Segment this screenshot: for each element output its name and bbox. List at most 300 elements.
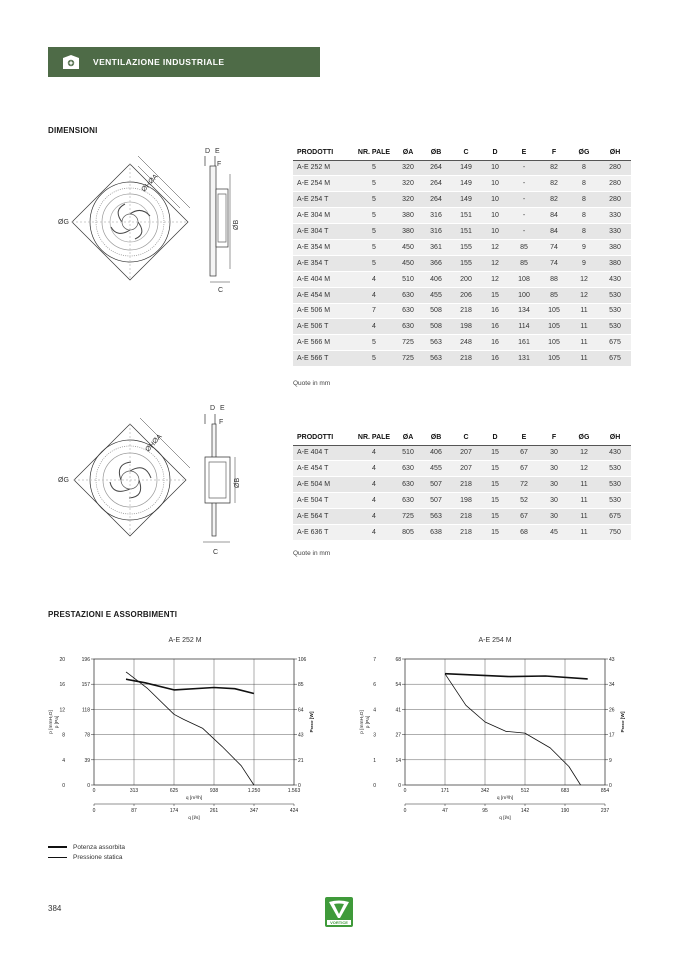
table-cell: 330 bbox=[599, 208, 631, 224]
tick-label: 106 bbox=[298, 657, 307, 663]
table-cell: 11 bbox=[569, 524, 599, 540]
table-cell: 105 bbox=[539, 351, 569, 367]
table-cell: 507 bbox=[421, 493, 451, 509]
table-cell: 510 bbox=[395, 271, 421, 287]
x2-axis-label: q [l/s] bbox=[188, 816, 200, 821]
pressure-curve bbox=[445, 674, 581, 785]
tick-label: 34 bbox=[609, 682, 615, 689]
column-header: ØB bbox=[421, 431, 451, 445]
dim-label-c-2: C bbox=[213, 549, 219, 556]
table-cell: A-E 566 T bbox=[293, 351, 353, 367]
dim-label-h: ØH bbox=[140, 181, 153, 194]
table-cell: 84 bbox=[539, 208, 569, 224]
tick-label: 14 bbox=[395, 757, 401, 764]
table-cell: 4 bbox=[353, 477, 395, 493]
table-row bbox=[293, 509, 631, 525]
table-cell: 218 bbox=[451, 524, 481, 540]
tick-label: 8 bbox=[62, 732, 65, 739]
table-cell: A-E 636 T bbox=[293, 524, 353, 540]
tick-label: 4 bbox=[373, 707, 376, 714]
table-cell: 264 bbox=[421, 160, 451, 176]
column-header: ØA bbox=[395, 431, 421, 445]
table-cell: 750 bbox=[599, 524, 631, 540]
dim-label-e: E bbox=[215, 148, 220, 155]
table-cell: 5 bbox=[353, 239, 395, 255]
table-cell: 508 bbox=[421, 303, 451, 319]
table-cell: 366 bbox=[421, 255, 451, 271]
table-row bbox=[293, 224, 631, 240]
tick-label: 174 bbox=[169, 808, 179, 814]
table-cell: 16 bbox=[481, 351, 509, 367]
table-cell: 4 bbox=[353, 271, 395, 287]
table-cell: 15 bbox=[481, 477, 509, 493]
tick-label: 0 bbox=[92, 788, 96, 794]
tick-label: 347 bbox=[249, 808, 259, 814]
tick-label: 16 bbox=[59, 682, 65, 689]
tick-label: 683 bbox=[560, 788, 570, 794]
table-cell: 280 bbox=[599, 160, 631, 176]
table-cell: 12 bbox=[569, 287, 599, 303]
table-cell: 15 bbox=[481, 445, 509, 461]
table-cell: 316 bbox=[421, 224, 451, 240]
tick-label: 1.250 bbox=[247, 788, 261, 794]
legend-label-pressure: Pressione statica bbox=[73, 853, 123, 861]
tick-label: 142 bbox=[520, 808, 530, 814]
table-cell: 530 bbox=[599, 319, 631, 335]
tick-label: 0 bbox=[609, 783, 612, 789]
table-cell: 508 bbox=[421, 319, 451, 335]
table-cell: 316 bbox=[421, 208, 451, 224]
table-cell: 114 bbox=[509, 319, 539, 335]
table-cell: 105 bbox=[539, 303, 569, 319]
table-cell: 630 bbox=[395, 493, 421, 509]
tick-label: 0 bbox=[398, 783, 401, 789]
table-cell: 630 bbox=[395, 319, 421, 335]
table-cell: 455 bbox=[421, 461, 451, 477]
dim-label-b: ØB bbox=[233, 219, 240, 230]
table-cell: 530 bbox=[599, 287, 631, 303]
table-cell: - bbox=[509, 208, 539, 224]
table-cell: 507 bbox=[421, 477, 451, 493]
table-cell: 105 bbox=[539, 319, 569, 335]
power-axis-symbol: P bbox=[621, 729, 626, 733]
table-cell: 563 bbox=[421, 351, 451, 367]
table-cell: 84 bbox=[539, 224, 569, 240]
table-cell: 380 bbox=[395, 208, 421, 224]
table-cell: 530 bbox=[599, 461, 631, 477]
tick-label: 12 bbox=[59, 707, 65, 714]
dim-label-b-2: ØB bbox=[234, 477, 241, 488]
tick-label: 1 bbox=[373, 757, 376, 764]
table-cell: 218 bbox=[451, 303, 481, 319]
table-cell: 30 bbox=[539, 509, 569, 525]
table-cell: 5 bbox=[353, 176, 395, 192]
table-cell: 455 bbox=[421, 287, 451, 303]
column-header: F bbox=[539, 146, 569, 160]
tick-label: 78 bbox=[84, 732, 90, 739]
tick-label: 0 bbox=[92, 808, 96, 814]
table-cell: A-E 354 M bbox=[293, 239, 353, 255]
tick-label: 938 bbox=[209, 788, 219, 794]
column-header: D bbox=[481, 146, 509, 160]
table-cell: 330 bbox=[599, 224, 631, 240]
dim-label-c: C bbox=[218, 287, 224, 294]
tick-label: 854 bbox=[600, 788, 610, 794]
table-row bbox=[293, 445, 631, 461]
table-cell: 155 bbox=[451, 255, 481, 271]
table-cell: - bbox=[509, 192, 539, 208]
table-cell: 675 bbox=[599, 351, 631, 367]
table-cell: 15 bbox=[481, 461, 509, 477]
table-cell: 10 bbox=[481, 160, 509, 176]
table-cell: 85 bbox=[509, 239, 539, 255]
table-cell: 82 bbox=[539, 176, 569, 192]
table-cell: 11 bbox=[569, 319, 599, 335]
table-cell: 5 bbox=[353, 192, 395, 208]
table-cell: 82 bbox=[539, 160, 569, 176]
table-cell: 5 bbox=[353, 160, 395, 176]
table-row bbox=[293, 176, 631, 192]
table-row bbox=[293, 335, 631, 351]
column-header: D bbox=[481, 431, 509, 445]
tick-label: 20 bbox=[59, 657, 65, 663]
table-note-2: Quote in mm bbox=[293, 550, 331, 557]
dim-label-g: ØG bbox=[58, 219, 69, 226]
dimensions-table-1 bbox=[293, 146, 631, 367]
table-cell: A-E 404 M bbox=[293, 271, 353, 287]
table-cell: 320 bbox=[395, 192, 421, 208]
table-cell: A-E 304 M bbox=[293, 208, 353, 224]
tick-label: 424 bbox=[289, 808, 299, 814]
table-row bbox=[293, 160, 631, 176]
table-cell: 630 bbox=[395, 287, 421, 303]
tick-label: 261 bbox=[209, 808, 219, 814]
table-cell: 12 bbox=[481, 255, 509, 271]
table-cell: 638 bbox=[421, 524, 451, 540]
tick-label: 39 bbox=[84, 757, 90, 764]
table-cell: 198 bbox=[451, 319, 481, 335]
table-cell: 15 bbox=[481, 287, 509, 303]
table-cell: 380 bbox=[599, 239, 631, 255]
tick-label: 157 bbox=[81, 682, 90, 689]
table-row bbox=[293, 287, 631, 303]
legend-item-power bbox=[48, 842, 125, 852]
table-cell: A-E 506 T bbox=[293, 319, 353, 335]
chart-title-2: A-E 254 M bbox=[478, 637, 512, 644]
table-cell: 4 bbox=[353, 461, 395, 477]
table-cell: 510 bbox=[395, 445, 421, 461]
table-cell: 10 bbox=[481, 192, 509, 208]
section-header-band bbox=[48, 47, 320, 77]
table-cell: 5 bbox=[353, 351, 395, 367]
legend-swatch-pressure bbox=[48, 857, 67, 858]
table-cell: 30 bbox=[539, 477, 569, 493]
dimensions-title: DIMENSIONI bbox=[48, 126, 98, 135]
dim-label-e-2: E bbox=[220, 405, 225, 412]
table-cell: 4 bbox=[353, 287, 395, 303]
column-header: F bbox=[539, 431, 569, 445]
table-cell: 12 bbox=[569, 271, 599, 287]
table-cell: 4 bbox=[353, 509, 395, 525]
tick-label: 4 bbox=[62, 757, 65, 764]
chart-legend bbox=[48, 842, 125, 862]
table-cell: 105 bbox=[539, 335, 569, 351]
table-cell: 7 bbox=[353, 303, 395, 319]
table-cell: 630 bbox=[395, 461, 421, 477]
tick-label: 6 bbox=[373, 682, 376, 689]
logo-text: VORTICE bbox=[330, 920, 348, 925]
y-axis-label-pa: p [Pa] bbox=[55, 715, 60, 729]
x2-axis-label: q [l/s] bbox=[499, 816, 511, 821]
chart-title-1: A-E 252 M bbox=[168, 637, 202, 644]
column-header: E bbox=[509, 431, 539, 445]
table-cell: 11 bbox=[569, 493, 599, 509]
tick-label: 0 bbox=[403, 788, 407, 794]
column-header: NR. PALE bbox=[353, 146, 395, 160]
tick-label: 118 bbox=[82, 707, 90, 714]
tick-label: 17 bbox=[609, 732, 615, 739]
tick-label: 171 bbox=[440, 788, 450, 794]
fan-box-icon bbox=[62, 54, 80, 70]
dim-label-a-2: ØA bbox=[151, 433, 164, 446]
table-cell: 4 bbox=[353, 319, 395, 335]
table-cell: 4 bbox=[353, 445, 395, 461]
power-axis-unit: [W] bbox=[621, 711, 626, 720]
table-cell: 5 bbox=[353, 224, 395, 240]
table-cell: 30 bbox=[539, 461, 569, 477]
table-cell: 16 bbox=[481, 319, 509, 335]
table-cell: 5 bbox=[353, 208, 395, 224]
table-cell: 10 bbox=[481, 208, 509, 224]
x-axis-label: q [m³/h] bbox=[496, 796, 514, 801]
legend-item-pressure bbox=[48, 852, 125, 862]
power-axis-symbol: P bbox=[310, 729, 315, 733]
table-cell: 530 bbox=[599, 477, 631, 493]
table-cell: 218 bbox=[451, 351, 481, 367]
tick-label: 27 bbox=[395, 732, 401, 739]
table-cell: 149 bbox=[451, 176, 481, 192]
table-cell: 16 bbox=[481, 335, 509, 351]
tick-label: 0 bbox=[373, 783, 376, 789]
table-cell: 9 bbox=[569, 239, 599, 255]
table-cell: 134 bbox=[509, 303, 539, 319]
performance-chart-2 bbox=[355, 650, 645, 830]
table-cell: 218 bbox=[451, 509, 481, 525]
table-cell: A-E 252 M bbox=[293, 160, 353, 176]
table-cell: 361 bbox=[421, 239, 451, 255]
table-row bbox=[293, 524, 631, 540]
table-cell: A-E 354 T bbox=[293, 255, 353, 271]
table-cell: 450 bbox=[395, 239, 421, 255]
table-cell: A-E 564 T bbox=[293, 509, 353, 525]
column-header: ØH bbox=[599, 146, 631, 160]
table-row bbox=[293, 192, 631, 208]
table-cell: 12 bbox=[569, 461, 599, 477]
table-cell: A-E 504 T bbox=[293, 493, 353, 509]
table-cell: 10 bbox=[481, 224, 509, 240]
table-cell: 45 bbox=[539, 524, 569, 540]
tick-label: 9 bbox=[609, 757, 612, 764]
table-cell: 380 bbox=[395, 224, 421, 240]
table-cell: 430 bbox=[599, 271, 631, 287]
table-cell: 11 bbox=[569, 351, 599, 367]
table-cell: 30 bbox=[539, 445, 569, 461]
table-cell: 11 bbox=[569, 477, 599, 493]
table-cell: 11 bbox=[569, 303, 599, 319]
table-cell: 218 bbox=[451, 477, 481, 493]
chart-plot-area bbox=[94, 659, 294, 785]
table-cell: 11 bbox=[569, 509, 599, 525]
table-cell: A-E 454 T bbox=[293, 461, 353, 477]
table-row bbox=[293, 303, 631, 319]
fan-drawing-1 bbox=[55, 144, 250, 304]
table-cell: 151 bbox=[451, 224, 481, 240]
tick-label: 68 bbox=[395, 657, 401, 663]
table-cell: 9 bbox=[569, 255, 599, 271]
table-cell: 630 bbox=[395, 477, 421, 493]
table-row bbox=[293, 208, 631, 224]
table-cell: 10 bbox=[481, 176, 509, 192]
table-cell: 68 bbox=[509, 524, 539, 540]
column-header: C bbox=[451, 431, 481, 445]
table-cell: 200 bbox=[451, 271, 481, 287]
tick-label: 625 bbox=[169, 788, 179, 794]
table-cell: 11 bbox=[569, 335, 599, 351]
performance-chart-1 bbox=[44, 650, 334, 830]
dim-label-d-2: D bbox=[210, 405, 216, 412]
power-axis-subscript: assor bbox=[621, 720, 625, 730]
table-cell: 8 bbox=[569, 192, 599, 208]
table-cell: 82 bbox=[539, 192, 569, 208]
table-cell: 67 bbox=[509, 461, 539, 477]
table-cell: 4 bbox=[353, 524, 395, 540]
tick-label: 3 bbox=[373, 732, 376, 739]
table-cell: A-E 506 M bbox=[293, 303, 353, 319]
column-header: ØG bbox=[569, 146, 599, 160]
dim-label-f: F bbox=[217, 161, 222, 168]
header-title: VENTILAZIONE INDUSTRIALE bbox=[93, 57, 225, 67]
tick-label: 237 bbox=[600, 808, 610, 814]
tick-label: 0 bbox=[62, 783, 65, 789]
tick-label: 95 bbox=[482, 808, 488, 814]
tick-label: 43 bbox=[609, 657, 615, 663]
table-row bbox=[293, 351, 631, 367]
table-cell: 30 bbox=[539, 493, 569, 509]
dim-label-a: ØA bbox=[147, 173, 160, 186]
tick-label: 64 bbox=[298, 707, 304, 714]
column-header: PRODOTTI bbox=[293, 431, 353, 445]
plot-frame bbox=[94, 659, 294, 785]
table-cell: 155 bbox=[451, 239, 481, 255]
column-header: ØG bbox=[569, 431, 599, 445]
table-cell: 725 bbox=[395, 351, 421, 367]
table-cell: 131 bbox=[509, 351, 539, 367]
tick-label: 47 bbox=[442, 808, 448, 814]
table-cell: 5 bbox=[353, 255, 395, 271]
y-axis-label-power bbox=[620, 711, 626, 732]
table-cell: 4 bbox=[353, 493, 395, 509]
table-cell: 8 bbox=[569, 208, 599, 224]
y-axis-label-power bbox=[309, 711, 315, 732]
column-header: ØB bbox=[421, 146, 451, 160]
power-axis-unit: [W] bbox=[310, 711, 315, 720]
table-cell: 725 bbox=[395, 509, 421, 525]
performance-title: PRESTAZIONI E ASSORBIMENTI bbox=[48, 610, 178, 619]
table-cell: 74 bbox=[539, 255, 569, 271]
table-cell: 207 bbox=[451, 461, 481, 477]
dim-label-f-2: F bbox=[219, 419, 224, 426]
table-cell: - bbox=[509, 160, 539, 176]
table-cell: 675 bbox=[599, 335, 631, 351]
table-cell: 151 bbox=[451, 208, 481, 224]
table-cell: 430 bbox=[599, 445, 631, 461]
x-axis-label: q [m³/h] bbox=[185, 796, 203, 801]
table-cell: 15 bbox=[481, 509, 509, 525]
table-cell: 264 bbox=[421, 192, 451, 208]
column-header: C bbox=[451, 146, 481, 160]
tick-label: 342 bbox=[480, 788, 490, 794]
table-cell: - bbox=[509, 224, 539, 240]
column-header: ØA bbox=[395, 146, 421, 160]
tick-label: 54 bbox=[395, 682, 401, 689]
table-cell: 805 bbox=[395, 524, 421, 540]
table-cell: A-E 504 M bbox=[293, 477, 353, 493]
tick-label: 0 bbox=[403, 808, 407, 814]
tick-label: 0 bbox=[298, 783, 301, 789]
table-cell: 67 bbox=[509, 509, 539, 525]
table-cell: A-E 254 T bbox=[293, 192, 353, 208]
vortice-logo bbox=[325, 897, 353, 927]
tick-label: 41 bbox=[395, 707, 401, 714]
table-cell: 563 bbox=[421, 509, 451, 525]
table-cell: 8 bbox=[569, 176, 599, 192]
table-cell: 630 bbox=[395, 303, 421, 319]
table-cell: 8 bbox=[569, 224, 599, 240]
table-cell: 5 bbox=[353, 335, 395, 351]
table-note-1: Quote in mm bbox=[293, 380, 331, 387]
table-cell: 16 bbox=[481, 303, 509, 319]
table-cell: 320 bbox=[395, 160, 421, 176]
table-cell: 8 bbox=[569, 160, 599, 176]
table-cell: 207 bbox=[451, 445, 481, 461]
table-row bbox=[293, 239, 631, 255]
table-row bbox=[293, 477, 631, 493]
table-cell: 12 bbox=[481, 271, 509, 287]
tick-label: 85 bbox=[298, 682, 304, 689]
table-cell: 264 bbox=[421, 176, 451, 192]
table-cell: A-E 404 T bbox=[293, 445, 353, 461]
tick-label: 43 bbox=[298, 732, 304, 739]
fan-drawing-2 bbox=[55, 402, 250, 564]
tick-label: 190 bbox=[560, 808, 570, 814]
column-header: PRODOTTI bbox=[293, 146, 353, 160]
table-cell: 67 bbox=[509, 445, 539, 461]
tick-label: 87 bbox=[131, 808, 137, 814]
table-cell: 320 bbox=[395, 176, 421, 192]
power-curve bbox=[445, 674, 588, 679]
table-cell: 675 bbox=[599, 509, 631, 525]
tick-label: 1.563 bbox=[287, 788, 301, 794]
table-cell: 280 bbox=[599, 176, 631, 192]
table-cell: 12 bbox=[569, 445, 599, 461]
dim-label-g-2: ØG bbox=[58, 477, 69, 484]
table-cell: 530 bbox=[599, 493, 631, 509]
table-cell: 108 bbox=[509, 271, 539, 287]
table-cell: 85 bbox=[539, 287, 569, 303]
table-cell: 100 bbox=[509, 287, 539, 303]
column-header: NR. PALE bbox=[353, 431, 395, 445]
table-cell: 450 bbox=[395, 255, 421, 271]
